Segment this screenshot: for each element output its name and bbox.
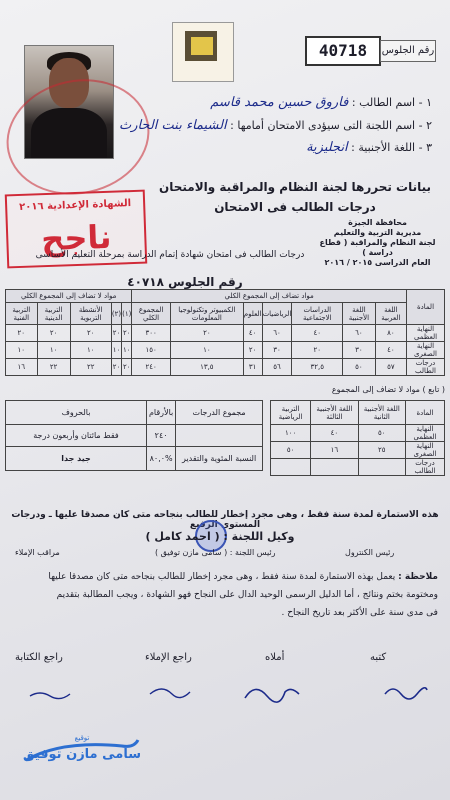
committee-deputy: وكيل اللجنة : ( احمد كامل ) [145, 530, 295, 543]
footer-label-dictation-review: راجع الإملاء [145, 652, 192, 663]
signature-labels: رئيس اللجنة : ( سامى مازن توفيق ) رئيس الكنترول مراقب الإملاء [15, 548, 395, 557]
handwritten-signatures [0, 680, 450, 704]
footer-label-dictated: أملاه [265, 652, 285, 663]
grades-table: المادة مواد تضاف إلى المجموع الكلي مواد لا تضاف إلى المجموع الكلي اللغة العربية اللغة الأجنبية الدراسات الاجتماعية الرياضيات العلوم الكمبيوتر وتكنولوجيا المعلومات المجموع الكلي (١) (٢) الأنشطة التربوية التربية الدينية التربية الفنية النهاية العظمى ٨٠ ٦٠ ٤٠ ٦٠ ٤٠ ٢٠ ٣٠٠ ٢٠ ٢٠ ٢٠ ٢٠ ٢٠ النهاية الصغرى ٤٠ ٣٠ ٢٠ ٣٠ ٢٠ ١٠ ١٥٠ ١٠ ١٠ ١٠ ١٠ ١٠ درجات الطالب ٥٧ ٥٠ ٣٢,٥ ٥٦ ٣١ ١٣,٥ ٢٤٠ ٢٠ ٢٠ ٢٢ ٢٢ ١٦ [5, 289, 445, 376]
section-title: بيانات تحررها لجنة النظام والمراقبة والامتحان [158, 180, 432, 194]
remarks-block: ملاحظة : يعمل بهذه الاستمارة لمدة سنة فقط ، وهى مجرد إخطار للطالب بنجاحه متى كان مصدقا عليها ومختومة بختم ونتائج ، أما الدليل الرسمى الوحيد الدال على النجاح فهو الشهادة ، ويجب المطالبة بتقديم فى مدى سنة على الأكثر بعد تاريخ النجاح . [48, 572, 438, 618]
group-other-header: مواد لا تضاف إلى المجموع الكلي [6, 290, 132, 303]
exam-headline: درجات الطالب فى امتحان شهادة إتمام الدراسة بمرحلة التعليم الأساسى [35, 250, 305, 260]
table3-note: ( تابع ) مواد لا تضاف إلى المجموع [331, 385, 445, 394]
pass-stamp: الشهادة الإعدادية ٢٠١٦ ناجح [5, 190, 147, 269]
svg-text:توقيع: توقيع [74, 734, 90, 742]
governorate-block: محافظة الجيزة مديرية التربية والتعليم لجنة النظام والمراقبة ( قطاع دراسة ) العام الدراسى ٢٠١٥ / ٢٠١٦ [319, 218, 436, 267]
field-committee: ٢ - اسم اللجنة التى سيؤدى الامتحان أمامها : الشيماء بنت الحارث [118, 118, 432, 133]
table-row: النهاية العظمى ٥٠ ٤٠ ١٠٠ [271, 425, 445, 442]
table-row: درجات الطالب ٥٧ ٥٠ ٣٢,٥ ٥٦ ٣١ ١٣,٥ ٢٤٠ ٢٠ ٢٠ ٢٢ ٢٢ ١٦ [6, 359, 445, 376]
group-total-header: مواد تضاف إلى المجموع الكلي [132, 290, 407, 303]
total-table: مجموع الدرجات بالأرقام بالحروف ٢٤٠ فقط مائتان وأربعون درجة النسبة المئوية والتقدير %٨٠,٠ جيد جدا [5, 400, 263, 471]
table-row: النهاية الصغرى ٤٠ ٣٠ ٢٠ ٣٠ ٢٠ ١٠ ١٥٠ ١٠ ١٠ ١٠ ١٠ ١٠ [6, 342, 445, 359]
seat-number-line: رقم الجلوس ٤٠٧١٨ [127, 275, 243, 289]
table-row: درجات الطالب [271, 459, 445, 476]
svg-text:سامى مازن توفيق: سامى مازن توفيق [23, 747, 141, 762]
section-subtitle: درجات الطالب فى الامتحان [214, 200, 376, 214]
footer-label-written: كتبه [370, 652, 387, 663]
table-row: النهاية العظمى ٨٠ ٦٠ ٤٠ ٦٠ ٤٠ ٢٠ ٣٠٠ ٢٠ ٢٠ ٢٠ ٢٠ ٢٠ [6, 325, 445, 342]
col-subject: المادة [406, 290, 444, 325]
field-student-name: ١ - اسم الطالب : فاروق حسين محمد قاسم [210, 95, 432, 110]
extra-subjects-table: المادة اللغة الأجنبية الثانية اللغة الأجنبية الثالثة التربية الرياضية النهاية العظمى ٥٠ ٤٠ ١٠٠ النهاية الصغرى ٢٥ ١٦ ٥٠ درجات الطالب [270, 400, 445, 476]
seat-number-label: رقم الجلوس [380, 40, 436, 62]
signature-logo [22, 730, 142, 768]
seat-number-box: 40718 [305, 36, 381, 66]
validity-notice: هذه الاستمارة لمدة سنة فقط ، وهى مجرد إخطار للطالب بنجاحه متى كان مصدقا عليها ـ ودرجات المستوى الرفيع [11, 510, 439, 530]
table-row: النهاية الصغرى ٢٥ ١٦ ٥٠ [271, 442, 445, 459]
field-foreign-language: ٣ - اللغة الأجنبية : انجليزية [306, 140, 432, 155]
revenue-stamp [172, 22, 234, 82]
footer-label-writing-review: راجع الكتابة [15, 652, 63, 663]
